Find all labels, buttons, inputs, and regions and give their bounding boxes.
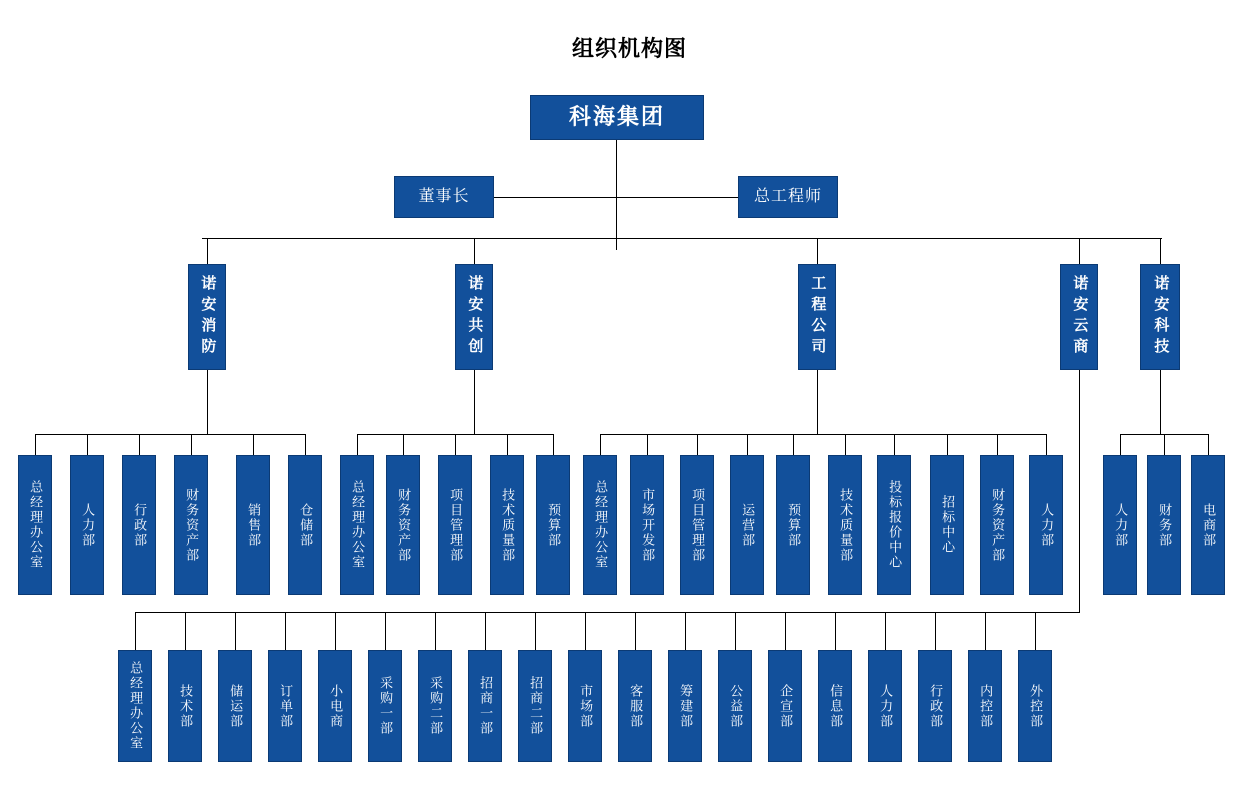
node-label: 采购一部 bbox=[378, 676, 394, 736]
node-label: 外控部 bbox=[1028, 683, 1044, 729]
node-label: 诺安科技 bbox=[1152, 275, 1170, 359]
connector-dept-stem bbox=[1164, 434, 1165, 455]
node-label: 技术质量部 bbox=[838, 487, 854, 563]
node-dept-gongcheng-gongsi-10[interactable] bbox=[1029, 455, 1063, 595]
node-dept-nuoan-yunshang-7[interactable] bbox=[418, 650, 452, 762]
node-dept-gongcheng-gongsi-2[interactable] bbox=[630, 455, 664, 595]
node-label: 公益部 bbox=[728, 683, 744, 729]
connector-dept-stem bbox=[793, 434, 794, 455]
node-dept-nuoan-yunshang-4[interactable] bbox=[268, 650, 302, 762]
connector-chief-engineer-to-trunk bbox=[616, 197, 738, 198]
connector-dept-drop bbox=[817, 370, 818, 434]
node-label: 仓储部 bbox=[298, 502, 314, 548]
connector-dept-stem bbox=[600, 434, 601, 455]
connector-yunshang-stem bbox=[1035, 612, 1036, 650]
node-label: 招标中心 bbox=[940, 495, 956, 555]
connector-dept-stem bbox=[947, 434, 948, 455]
node-label: 储运部 bbox=[228, 683, 244, 729]
node-dept-nuoan-yunshang-3[interactable] bbox=[218, 650, 252, 762]
node-label: 投标报价中心 bbox=[887, 480, 903, 570]
node-division-nuoan-xiaofang[interactable] bbox=[188, 264, 226, 370]
node-dept-gongcheng-gongsi-5[interactable] bbox=[776, 455, 810, 595]
connector-dept-stem bbox=[253, 434, 254, 455]
node-division-gongcheng-gongsi[interactable] bbox=[798, 264, 836, 370]
node-label: 预算部 bbox=[546, 502, 562, 548]
node-dept-nuoan-xiaofang-4[interactable] bbox=[174, 455, 208, 595]
node-dept-nuoan-yunshang-18[interactable] bbox=[968, 650, 1002, 762]
node-dept-nuoan-yunshang-1[interactable] bbox=[118, 650, 152, 762]
node-dept-gongcheng-gongsi-8[interactable] bbox=[930, 455, 964, 595]
node-label: 人力部 bbox=[1113, 502, 1129, 548]
connector-division-stem bbox=[1160, 238, 1161, 264]
node-label: 采购二部 bbox=[428, 676, 444, 736]
node-dept-nuoan-xiaofang-3[interactable] bbox=[122, 455, 156, 595]
node-label: 诺安共创 bbox=[466, 275, 484, 359]
connector-dept-bus bbox=[600, 434, 1046, 435]
connector-dept-stem bbox=[747, 434, 748, 455]
connector-dept-stem bbox=[357, 434, 358, 455]
node-label: 科海集团 bbox=[568, 104, 665, 130]
connector-dept-stem bbox=[87, 434, 88, 455]
connector-yunshang-stem bbox=[585, 612, 586, 650]
connector-yunshang-stem bbox=[935, 612, 936, 650]
connector-division-stem bbox=[207, 238, 208, 264]
node-label: 工程公司 bbox=[809, 275, 827, 359]
node-dept-nuoan-xiaofang-2[interactable] bbox=[70, 455, 104, 595]
node-dept-nuoan-gongchuang-4[interactable] bbox=[490, 455, 524, 595]
node-dept-nuoan-yunshang-2[interactable] bbox=[168, 650, 202, 762]
connector-yunshang-stem bbox=[985, 612, 986, 650]
node-division-nuoan-yunshang[interactable] bbox=[1060, 264, 1098, 370]
connector-dept-stem bbox=[1046, 434, 1047, 455]
node-label: 财务资产部 bbox=[396, 487, 412, 563]
node-dept-gongcheng-gongsi-4[interactable] bbox=[730, 455, 764, 595]
node-chief-engineer[interactable] bbox=[738, 176, 838, 218]
node-label: 筹建部 bbox=[678, 683, 694, 729]
node-chairman[interactable] bbox=[394, 176, 494, 218]
node-label: 技术质量部 bbox=[500, 487, 516, 563]
node-dept-nuoan-gongchuang-3[interactable] bbox=[438, 455, 472, 595]
node-label: 行政部 bbox=[928, 683, 944, 729]
node-label: 人力部 bbox=[80, 502, 96, 548]
connector-yunshang-stem bbox=[735, 612, 736, 650]
connector-dept-stem bbox=[455, 434, 456, 455]
node-label: 项目管理部 bbox=[690, 487, 706, 563]
connector-yunshang-stem bbox=[635, 612, 636, 650]
node-dept-nuoan-yunshang-5[interactable] bbox=[318, 650, 352, 762]
node-dept-nuoan-yunshang-13[interactable] bbox=[718, 650, 752, 762]
connector-dept-stem bbox=[647, 434, 648, 455]
node-label: 销售部 bbox=[246, 502, 262, 548]
connector-dept-drop bbox=[207, 370, 208, 434]
node-dept-nuoan-gongchuang-5[interactable] bbox=[536, 455, 570, 595]
connector-yunshang-stem bbox=[285, 612, 286, 650]
node-label: 小电商 bbox=[328, 683, 344, 729]
node-label: 内控部 bbox=[978, 683, 994, 729]
node-dept-nuoan-xiaofang-1[interactable] bbox=[18, 455, 52, 595]
node-division-nuoan-keji[interactable] bbox=[1140, 264, 1180, 370]
connector-dept-drop bbox=[474, 370, 475, 434]
node-label: 招商一部 bbox=[478, 676, 494, 736]
node-dept-gongcheng-gongsi-9[interactable] bbox=[980, 455, 1014, 595]
connector-dept-stem bbox=[697, 434, 698, 455]
connector-yunshang-stem bbox=[535, 612, 536, 650]
node-dept-nuoan-xiaofang-6[interactable] bbox=[288, 455, 322, 595]
node-dept-nuoan-gongchuang-1[interactable] bbox=[340, 455, 374, 595]
connector-yunshang-bus-right bbox=[1035, 612, 1080, 613]
node-dept-nuoan-keji-1[interactable] bbox=[1103, 455, 1137, 595]
node-label: 技术部 bbox=[178, 683, 194, 729]
node-label: 市场部 bbox=[578, 683, 594, 729]
node-dept-nuoan-yunshang-9[interactable] bbox=[518, 650, 552, 762]
connector-dept-stem bbox=[1120, 434, 1121, 455]
node-dept-gongcheng-gongsi-7[interactable] bbox=[877, 455, 911, 595]
node-label: 总经理办公室 bbox=[28, 480, 44, 570]
node-dept-nuoan-gongchuang-2[interactable] bbox=[386, 455, 420, 595]
connector-dept-stem bbox=[1208, 434, 1209, 455]
connector-yunshang-stem bbox=[135, 612, 136, 650]
connector-dept-stem bbox=[403, 434, 404, 455]
connector-yunshang-stem bbox=[235, 612, 236, 650]
node-label: 项目管理部 bbox=[448, 487, 464, 563]
node-dept-nuoan-yunshang-16[interactable] bbox=[868, 650, 902, 762]
connector-root-trunk bbox=[616, 140, 617, 250]
connector-dept-stem bbox=[553, 434, 554, 455]
node-label: 诺安云商 bbox=[1071, 275, 1089, 359]
node-label: 董事长 bbox=[418, 188, 470, 206]
connector-yunshang-stem bbox=[835, 612, 836, 650]
node-label: 市场开发部 bbox=[640, 487, 656, 563]
connector-yunshang-drop bbox=[1079, 370, 1080, 612]
connector-dept-stem bbox=[845, 434, 846, 455]
node-label: 总经理办公室 bbox=[593, 480, 609, 570]
node-label: 总经理办公室 bbox=[128, 661, 144, 751]
node-label: 招商二部 bbox=[528, 676, 544, 736]
connector-division-stem bbox=[474, 238, 475, 264]
connector-division-stem bbox=[1079, 238, 1080, 264]
connector-dept-stem bbox=[997, 434, 998, 455]
connector-chairman-to-trunk bbox=[494, 197, 616, 198]
node-dept-nuoan-yunshang-10[interactable] bbox=[568, 650, 602, 762]
node-label: 总经理办公室 bbox=[350, 480, 366, 570]
connector-dept-stem bbox=[35, 434, 36, 455]
connector-yunshang-stem bbox=[185, 612, 186, 650]
node-dept-nuoan-yunshang-14[interactable] bbox=[768, 650, 802, 762]
node-dept-nuoan-yunshang-12[interactable] bbox=[668, 650, 702, 762]
connector-dept-stem bbox=[894, 434, 895, 455]
node-label: 订单部 bbox=[278, 683, 294, 729]
node-dept-nuoan-yunshang-15[interactable] bbox=[818, 650, 852, 762]
connector-dept-stem bbox=[191, 434, 192, 455]
node-label: 诺安消防 bbox=[199, 275, 217, 359]
connector-yunshang-stem bbox=[785, 612, 786, 650]
connector-division-bus bbox=[202, 238, 1162, 239]
node-label: 财务资产部 bbox=[990, 487, 1006, 563]
node-label: 信息部 bbox=[828, 683, 844, 729]
connector-dept-stem bbox=[507, 434, 508, 455]
node-label: 行政部 bbox=[132, 502, 148, 548]
node-dept-nuoan-yunshang-17[interactable] bbox=[918, 650, 952, 762]
page-title: 组织机构图 bbox=[571, 36, 687, 61]
node-label: 客服部 bbox=[628, 683, 644, 729]
node-dept-nuoan-yunshang-8[interactable] bbox=[468, 650, 502, 762]
node-label: 人力部 bbox=[878, 683, 894, 729]
node-label: 总工程师 bbox=[753, 188, 822, 206]
connector-yunshang-stem bbox=[685, 612, 686, 650]
node-label: 运营部 bbox=[740, 502, 756, 548]
connector-yunshang-stem bbox=[385, 612, 386, 650]
connector-dept-stem bbox=[305, 434, 306, 455]
connector-dept-drop bbox=[1160, 370, 1161, 434]
node-division-nuoan-gongchuang[interactable] bbox=[455, 264, 493, 370]
node-label: 电商部 bbox=[1201, 502, 1217, 548]
connector-dept-stem bbox=[139, 434, 140, 455]
node-dept-gongcheng-gongsi-1[interactable] bbox=[583, 455, 617, 595]
node-dept-nuoan-keji-3[interactable] bbox=[1191, 455, 1225, 595]
node-root-kehai-group[interactable] bbox=[530, 95, 704, 140]
node-dept-nuoan-keji-2[interactable] bbox=[1147, 455, 1181, 595]
node-dept-nuoan-xiaofang-5[interactable] bbox=[236, 455, 270, 595]
connector-division-stem bbox=[817, 238, 818, 264]
connector-yunshang-stem bbox=[435, 612, 436, 650]
connector-yunshang-stem bbox=[485, 612, 486, 650]
node-dept-gongcheng-gongsi-3[interactable] bbox=[680, 455, 714, 595]
node-dept-nuoan-yunshang-19[interactable] bbox=[1018, 650, 1052, 762]
node-label: 企宣部 bbox=[778, 683, 794, 729]
node-label: 财务资产部 bbox=[184, 487, 200, 563]
node-label: 财务部 bbox=[1157, 502, 1173, 548]
connector-yunshang-stem bbox=[885, 612, 886, 650]
node-dept-nuoan-yunshang-11[interactable] bbox=[618, 650, 652, 762]
node-label: 人力部 bbox=[1039, 502, 1055, 548]
connector-dept-bus bbox=[35, 434, 305, 435]
connector-yunshang-stem bbox=[335, 612, 336, 650]
node-dept-nuoan-yunshang-6[interactable] bbox=[368, 650, 402, 762]
node-dept-gongcheng-gongsi-6[interactable] bbox=[828, 455, 862, 595]
node-label: 预算部 bbox=[786, 502, 802, 548]
